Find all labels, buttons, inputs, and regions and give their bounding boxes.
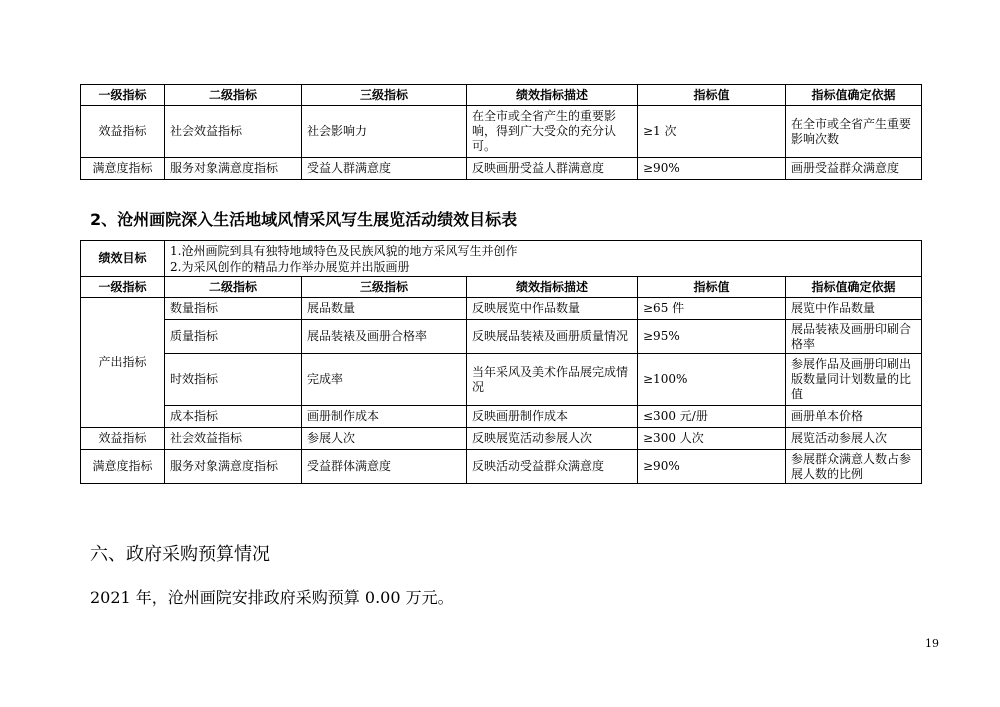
table-cell: ≥90% xyxy=(638,158,786,180)
table-cell: 满意度指标 xyxy=(81,450,165,484)
header-cell: 一级指标 xyxy=(81,85,165,106)
table-cell: 质量指标 xyxy=(165,320,302,354)
table-row xyxy=(81,320,922,354)
table-cell: 受益群体满意度 xyxy=(302,450,467,484)
table-cell: 反映画册受益人群满意度 xyxy=(467,158,638,180)
header-cell: 指标值 xyxy=(638,85,786,106)
table-cell: 画册受益群众满意度 xyxy=(786,158,922,180)
goal-row xyxy=(81,241,922,277)
table-row xyxy=(81,158,922,180)
goal-label: 绩效目标 xyxy=(81,241,165,277)
goal-line: 2.为采风创作的精品力作举办展览并出版画册 xyxy=(170,259,410,274)
header-cell: 三级指标 xyxy=(302,85,467,106)
table-cell: 成本指标 xyxy=(165,406,302,428)
header-cell: 绩效指标描述 xyxy=(467,277,638,298)
table-cell: 受益人群满意度 xyxy=(302,158,467,180)
performance-table-2 xyxy=(80,240,922,484)
table-cell: 当年采风及美术作品展完成情况 xyxy=(467,354,638,406)
section-6-title: 六、政府采购预算情况 xyxy=(90,544,270,565)
table-cell: 在全市或全省产生的重要影响，得到广大受众的充分认可。 xyxy=(467,106,638,158)
header-cell: 二级指标 xyxy=(165,85,302,106)
table-row xyxy=(81,428,922,450)
table-cell: 展品数量 xyxy=(302,298,467,320)
table-cell: 在全市或全省产生重要影响次数 xyxy=(786,106,922,158)
goal-content xyxy=(165,241,922,277)
table-cell: ≥100% xyxy=(638,354,786,406)
goal-line: 1.沧州画院到具有独特地域特色及民族风貌的地方采风写生并创作 xyxy=(170,243,518,258)
section-2-title: 2、沧州画院深入生活地域风情采风写生展览活动绩效目标表 xyxy=(90,210,518,229)
table-cell: 展品装裱及画册印刷合格率 xyxy=(786,320,922,354)
table-cell: 反映展览中作品数量 xyxy=(467,298,638,320)
table-cell: 服务对象满意度指标 xyxy=(165,450,302,484)
table-cell: 服务对象满意度指标 xyxy=(165,158,302,180)
table-cell: ≥90% xyxy=(638,450,786,484)
table-row xyxy=(81,106,922,158)
table-cell: 数量指标 xyxy=(165,298,302,320)
table-cell: 社会效益指标 xyxy=(165,428,302,450)
table-cell: 社会效益指标 xyxy=(165,106,302,158)
table-cell: 社会影响力 xyxy=(302,106,467,158)
table-row xyxy=(81,298,922,320)
table-row xyxy=(81,354,922,406)
table-cell: 反映展览活动参展人次 xyxy=(467,428,638,450)
table-cell: 反映画册制作成本 xyxy=(467,406,638,428)
table-cell: 满意度指标 xyxy=(81,158,165,180)
header-cell: 一级指标 xyxy=(81,277,165,298)
header-cell: 二级指标 xyxy=(165,277,302,298)
table-cell: ≥1 次 xyxy=(638,106,786,158)
table-cell: 效益指标 xyxy=(81,428,165,450)
table-cell: 反映展品装裱及画册质量情况 xyxy=(467,320,638,354)
header-cell: 指标值确定依据 xyxy=(786,277,922,298)
table-cell: 参展人次 xyxy=(302,428,467,450)
table-header-row xyxy=(81,85,922,106)
table-cell: 参展群众满意人数占参展人数的比例 xyxy=(786,450,922,484)
table-cell: 产出指标 xyxy=(81,298,165,428)
header-cell: 指标值 xyxy=(638,277,786,298)
header-cell: 三级指标 xyxy=(302,277,467,298)
table-cell: 效益指标 xyxy=(81,106,165,158)
table-cell: ≥95% xyxy=(638,320,786,354)
table-row xyxy=(81,406,922,428)
table-cell: 展览活动参展人次 xyxy=(786,428,922,450)
budget-paragraph: 2021 年，沧州画院安排政府采购预算 0.00 万元。 xyxy=(90,588,454,607)
table-cell: 时效指标 xyxy=(165,354,302,406)
header-cell: 绩效指标描述 xyxy=(467,85,638,106)
page-number: 19 xyxy=(925,637,939,650)
table-header-row xyxy=(81,277,922,298)
table-cell: 画册制作成本 xyxy=(302,406,467,428)
header-cell: 指标值确定依据 xyxy=(786,85,922,106)
table-cell: 展览中作品数量 xyxy=(786,298,922,320)
table-cell: 完成率 xyxy=(302,354,467,406)
table-cell: ≥300 人次 xyxy=(638,428,786,450)
table-cell: 展品装裱及画册合格率 xyxy=(302,320,467,354)
table-row xyxy=(81,450,922,484)
performance-table-1 xyxy=(80,84,922,180)
table-cell: ≥65 件 xyxy=(638,298,786,320)
table-cell: 反映活动受益群众满意度 xyxy=(467,450,638,484)
table-cell: ≤300 元/册 xyxy=(638,406,786,428)
table-cell: 参展作品及画册印刷出版数量同计划数量的比值 xyxy=(786,354,922,406)
table-cell: 画册单本价格 xyxy=(786,406,922,428)
